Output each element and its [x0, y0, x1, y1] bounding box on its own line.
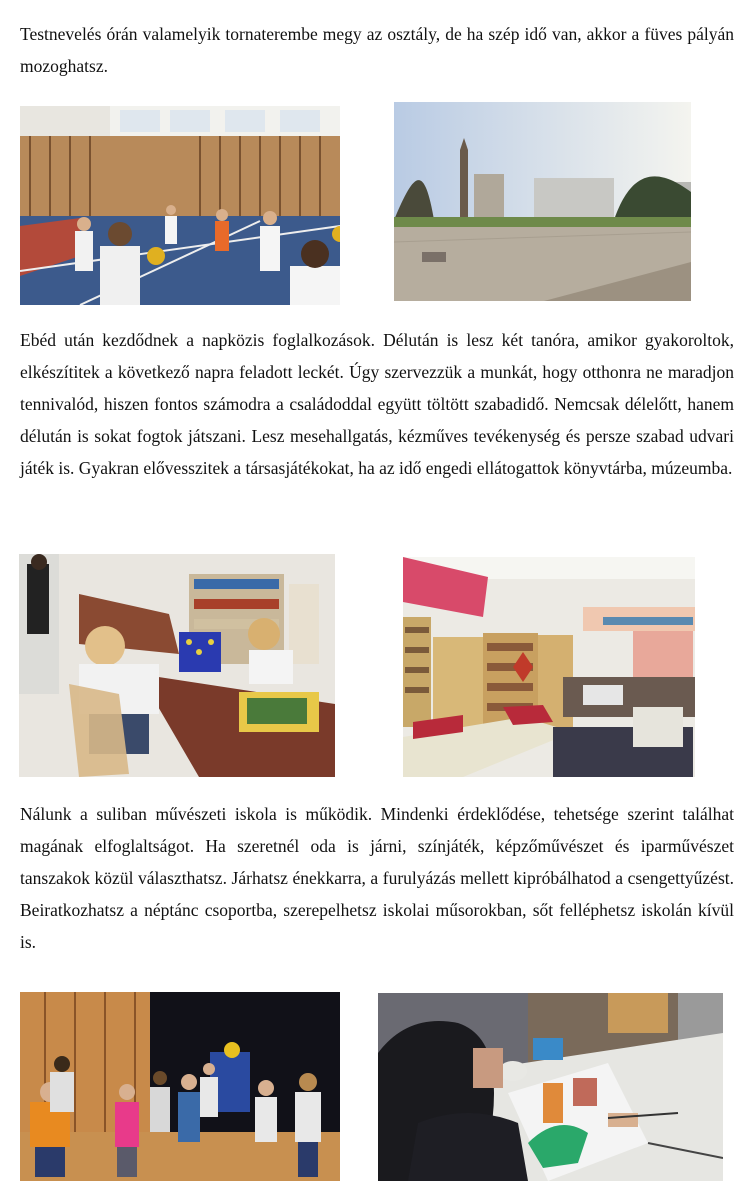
photo-children-board-game	[19, 554, 335, 777]
paragraph-art-school: Nálunk a suliban művészeti iskola is működik. Mindenki érdeklődése, tehetsége szerint találhat magának elfoglaltságot. Ha szeretnél oda is járni, színjáték, képzőművészet és iparművészet tanszakok közül választhatsz. Járhatsz énekkarra, a furulyázás mellett kipróbálhatod a csengettyűzést. Beiratkozhatsz a néptánc csoportba, szerepelhetsz iskolai műsorokban, sőt felléphetsz iskolán kívül is.	[20, 804, 734, 952]
paragraph-afternoon: Ebéd után kezdődnek a napközis foglalkozások. Délután is lesz két tanóra, amikor gyakoroltok, elkészítitek a következő napra feladott leckét. Úgy szervezzük a munkát, hogy otthonra ne maradjon tennivalód, hiszen fontos számodra a családoddal együtt töltött szabadidő. Nemcsak délelőtt, hanem délután is sokat fogtok játszani. Lesz mesehallgatás, kézműves tevékenység és persze szabad udvari játék is. Gyakran elővesszitek a társasjátékokat, ha az idő engedi ellátogattok könyvtárba, múzeumba.	[20, 330, 734, 478]
photo-children-dancing	[20, 992, 340, 1181]
paragraph-pe: Testnevelés órán valamelyik tornaterembe megy az osztály, de ha szép idő van, akkor a füves pályán mozoghatsz.	[20, 24, 734, 76]
photo-schoolyard-field	[394, 102, 691, 301]
photo-gym-ball-game	[20, 106, 340, 305]
photo-school-library	[403, 557, 695, 777]
photo-child-painting	[378, 993, 723, 1181]
